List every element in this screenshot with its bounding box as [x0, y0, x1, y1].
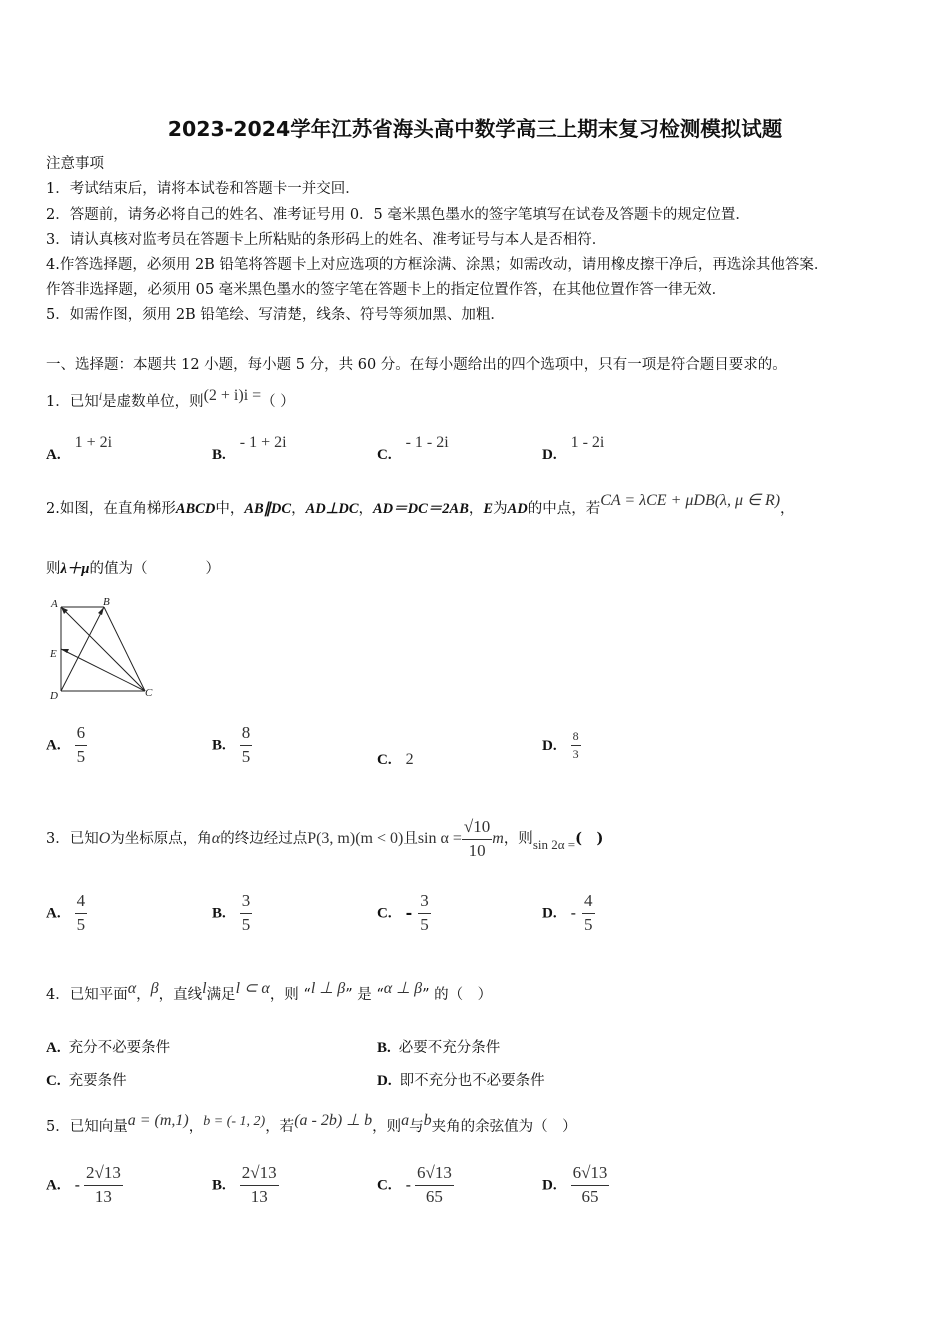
q4-option-a[interactable]: A. 充分不必要条件 — [46, 1040, 171, 1056]
q2-option-a[interactable]: A. $\frac{6}{5}$ — [46, 723, 86, 766]
q2-option-c[interactable]: C. 2 — [377, 751, 414, 768]
arrowhead-b — [98, 607, 104, 615]
question-2-line-1: 2.如图，在直角梯形ABCD中，AB∥DC，AD⊥DC，AD＝DC＝2AB，E为AD的中点，若CA = λCE + μDB(λ, μ ∈ R)， — [46, 492, 795, 517]
q1-option-d[interactable]: D.1 - 2i — [542, 434, 605, 463]
q4-option-b[interactable]: B. 必要不充分条件 — [377, 1040, 501, 1056]
q5-option-c[interactable]: C. - $\frac{6√13}{65}$ — [377, 1163, 452, 1206]
label-c: C — [145, 687, 153, 699]
q3-option-b[interactable]: B. $\frac{3}{5}$ — [212, 891, 251, 934]
q3-option-a[interactable]: A. $\frac{4}{5}$ — [46, 891, 86, 934]
q5-option-a[interactable]: A. - $\frac{2√13}{13}$ — [46, 1163, 121, 1206]
q1-option-a[interactable]: A.1 + 2i — [46, 434, 113, 463]
question-2-line-2: 则λ＋μ的值为（ ） — [46, 561, 220, 577]
q1-option-b[interactable]: B.- 1 + 2i — [212, 434, 287, 463]
section-heading: 一、选择题：本题共 12 小题，每小题 5 分，共 60 分。在每小题给出的四个选项中，只有一项是符合题目要求的。 — [46, 357, 787, 373]
notice-item-1: 1．考试结束后，请将本试卷和答题卡一并交回． — [46, 181, 360, 197]
q1-expression: (2 + i)i = — [203, 387, 262, 404]
segment-ce — [61, 649, 145, 691]
q2-option-b[interactable]: B. $\frac{8}{5}$ — [212, 723, 251, 766]
q3-option-c[interactable]: C. - $\frac{3}{5}$ — [377, 891, 429, 934]
notice-item-2: 2．答题前，请务必将自己的姓名、准考证号用 0．5 毫米黑色墨水的签字笔填写在试卷及答题卡的规定位置． — [46, 207, 750, 223]
notice-heading: 注意事项 — [46, 156, 104, 172]
question-5: 5．已知向量$^{a = (m,1)}$，$^{b = (- 1, 2)}$，若$^{(a - 2b) \perp b}$，则$^a$与$^b$夹角的余弦值为（ ） — [46, 1112, 577, 1135]
q5-option-b[interactable]: B. $\frac{2√13}{13}$ — [212, 1163, 277, 1206]
edge-bc — [104, 607, 145, 691]
notice-item-6: 5．如需作图，须用 2B 铅笔绘、写清楚，线条、符号等须加黑、加粗． — [46, 307, 505, 323]
page-title: 2023-2024学年江苏省海头高中数学高三上期末复习检测模拟试题 — [167, 117, 783, 141]
q5-option-d[interactable]: D. $\frac{6√13}{65}$ — [542, 1163, 608, 1206]
notice-item-4: 4.作答选择题，必须用 2B 铅笔将答题卡上对应选项的方框涂满、涂黑；如需改动，请用橡皮擦干净后，再选涂其他答案． — [46, 257, 829, 273]
question-1: 1．已知$^i$是虚数单位，则$^{(2 + i)i =}$（ ） — [46, 387, 295, 410]
q2-expression: CA = λCE + μDB(λ, μ ∈ R) — [600, 492, 781, 509]
q1-option-c[interactable]: C.- 1 - 2i — [377, 434, 449, 463]
label-a: A — [51, 598, 58, 610]
notice-item-5: 作答非选择题，必须用 05 毫米黑色墨水的签字笔在答题卡上的指定位置作答，在其他位置作答一律无效． — [46, 282, 727, 298]
label-e: E — [50, 648, 57, 660]
notice-item-3: 3．请认真核对监考员在答题卡上所粘贴的条形码上的姓名、准考证号与本人是否相符． — [46, 232, 607, 248]
label-b: B — [103, 596, 110, 608]
q4-option-c[interactable]: C. 充要条件 — [46, 1073, 127, 1089]
label-d: D — [50, 690, 58, 702]
question-3: 3．已知O为坐标原点，角α的终边经过点P(3, m)(m < 0)且sin α = $\frac{√10}{10}$ m，则sin 2α =( ) — [46, 817, 604, 860]
q3-option-d[interactable]: D. - $\frac{4}{5}$ — [542, 891, 593, 934]
q3-point: P(3, m)(m < 0) — [307, 830, 404, 848]
trapezoid-figure — [44, 593, 164, 705]
q2-option-d[interactable]: D. $\frac{8}{3}$ — [542, 729, 579, 762]
q4-option-d[interactable]: D. 即不充分也不必要条件 — [377, 1073, 545, 1089]
question-4: 4．已知平面$^\alpha$，$^\beta$，直线$^l$满足$^{l \subset \alpha}$，则 “$^{l \perp \beta}$” 是 “$^{\alpha \perp \beta}$” 的（ ） — [46, 980, 493, 1003]
segment-ca — [61, 607, 145, 691]
